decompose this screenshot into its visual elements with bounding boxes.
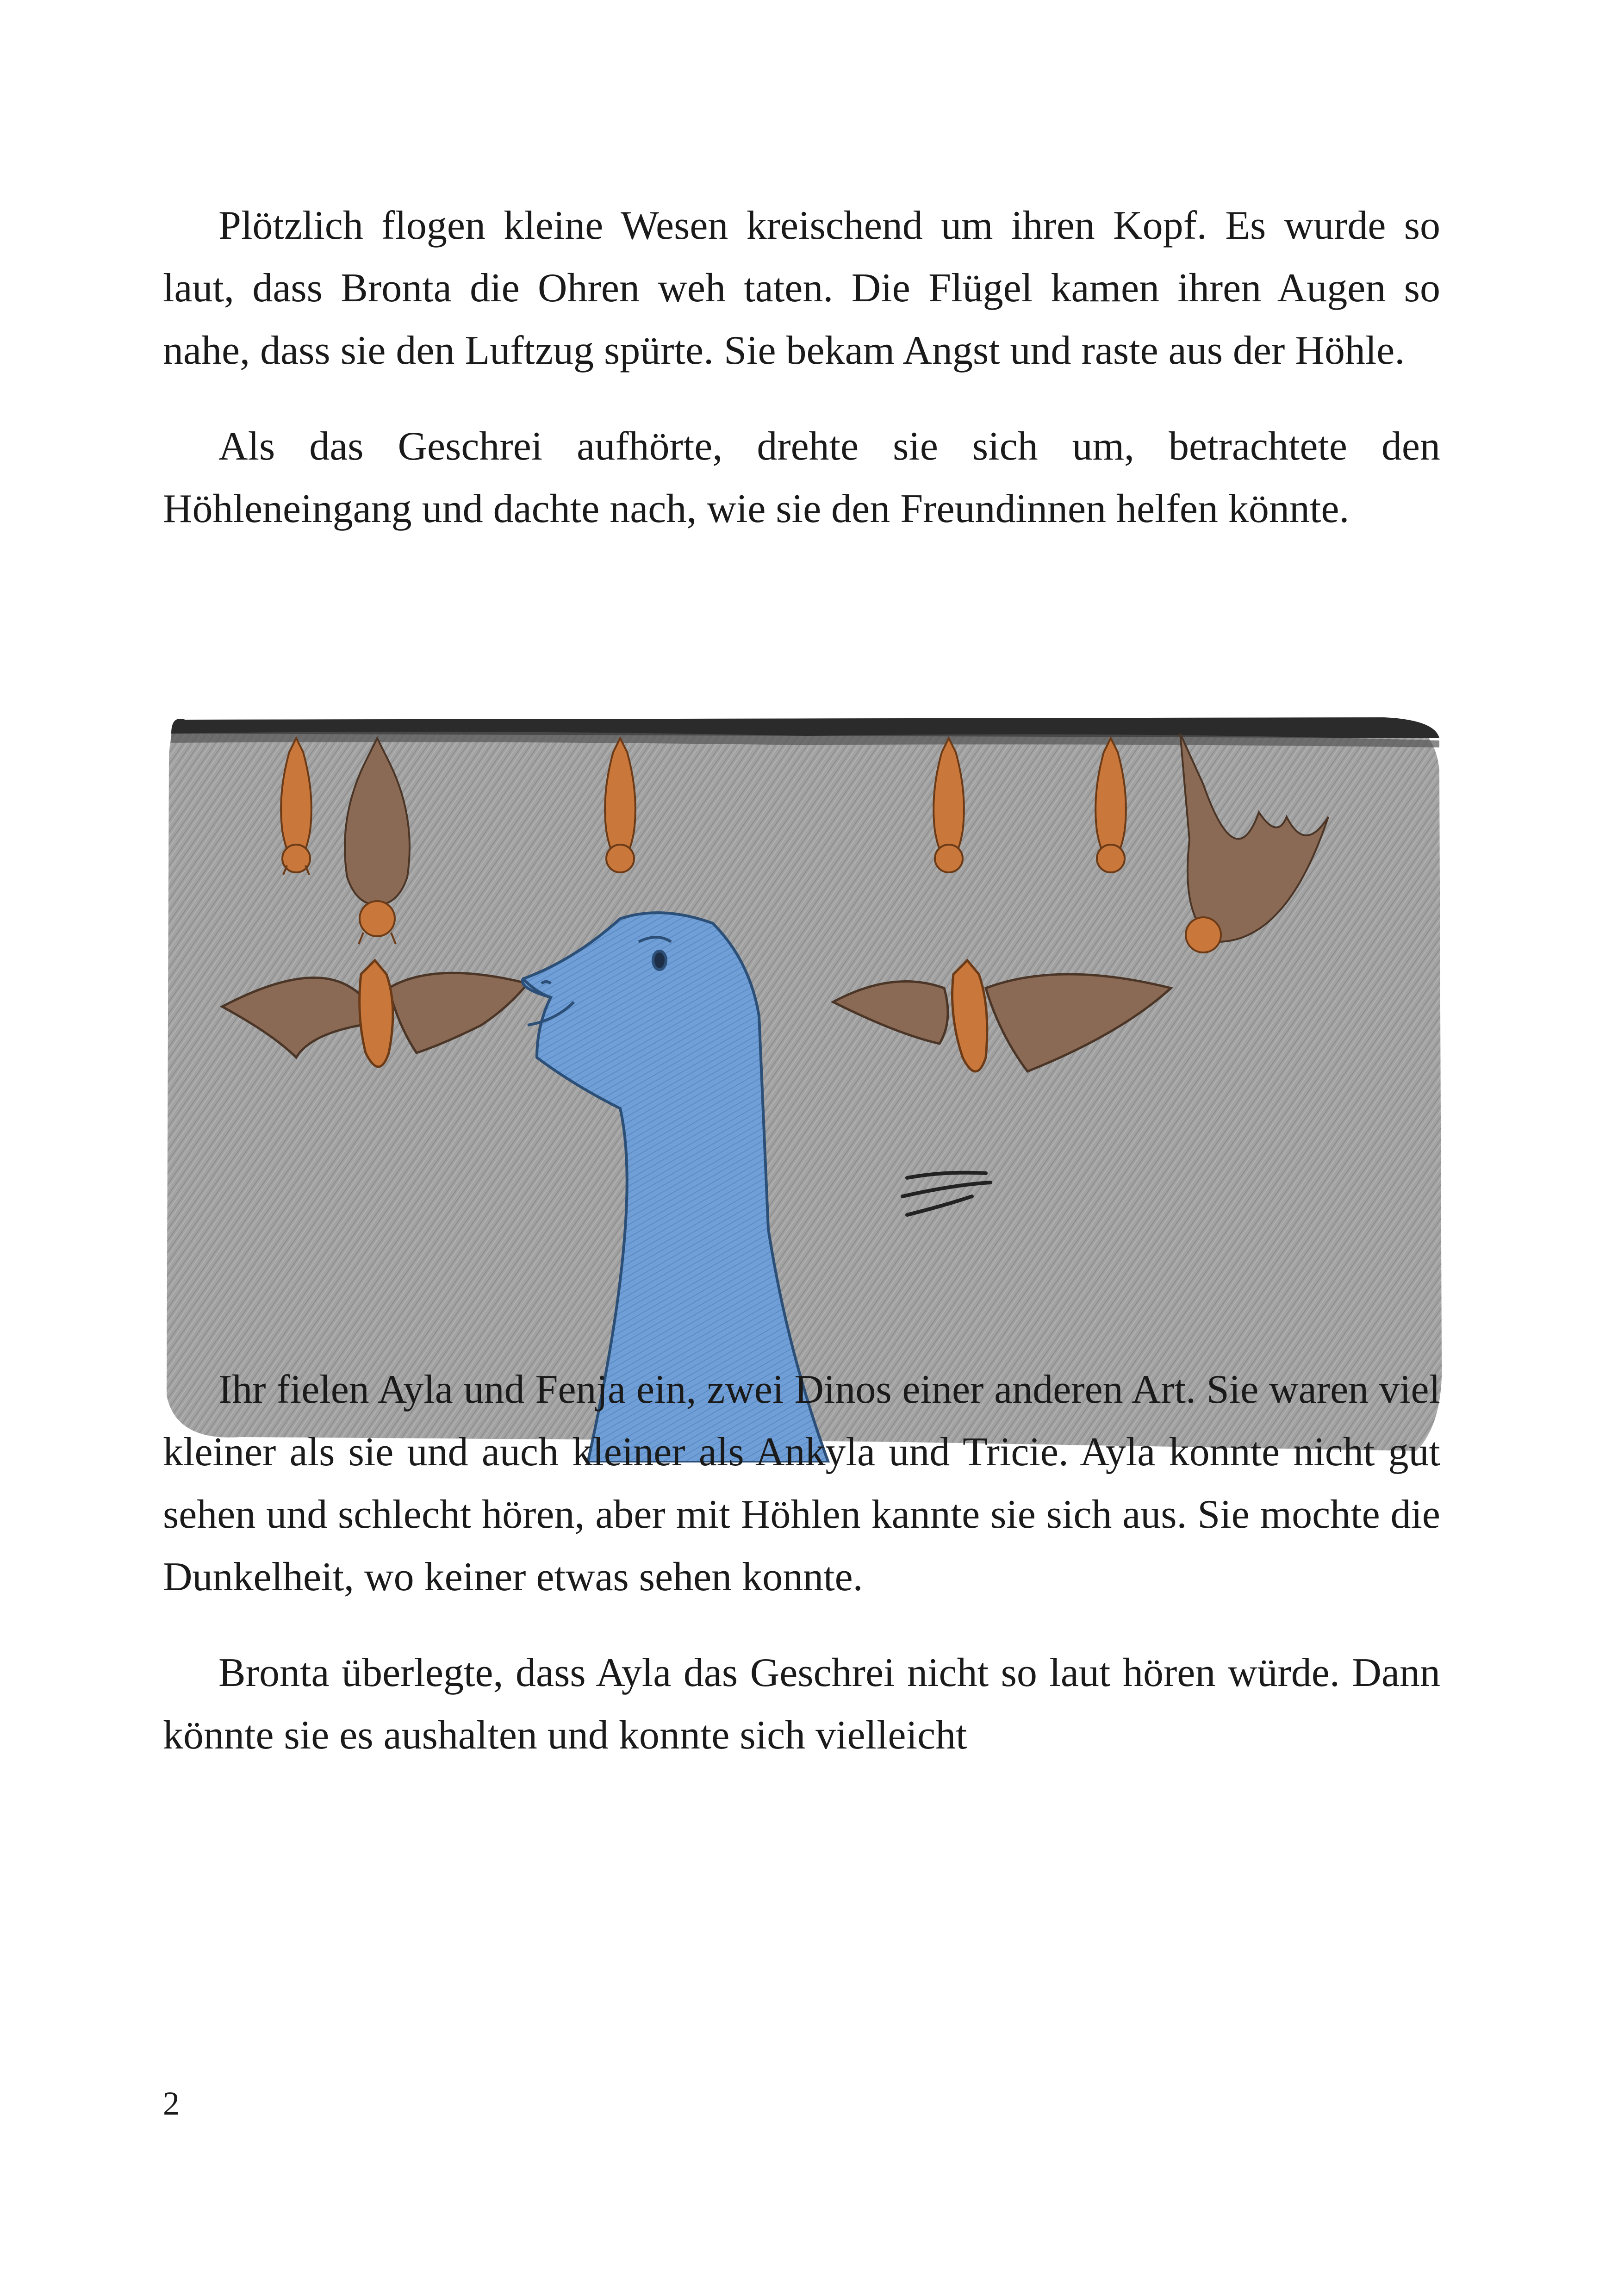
text-block-bottom [163,1358,1440,1767]
cave-bats-illustration [157,701,1449,1462]
text-block-top [163,194,1440,540]
illustration-svg [157,701,1449,1462]
paragraph: Plötzlich flogen kleine Wesen kreischend um ihren Kopf. Es wurde so laut, dass Bronta die Ohren weh taten. Die Flügel kamen ihren Augen so nahe, dass sie den Luftzug spürte. Sie bekam Angst und raste aus der Höhle. [163,203,1440,373]
paragraph: Bronta überlegte, dass Ayla das Geschrei nicht so laut hören würde. Dann könnte sie es aushalten und konnte sich vielleicht [163,1650,1440,1758]
paragraph: Ihr fielen Ayla und Fenja ein, zwei Dinos einer anderen Art. Sie waren viel kleiner als sie und auch kleiner als Ankyla und Tricie. Ayla konnte nicht gut sehen und schlecht hören, aber mit Höhlen kannte sie sich aus. Sie mochte die Dunkelheit, wo keiner etwas sehen konnte. [163,1367,1440,1599]
paragraph: Als das Geschrei aufhörte, drehte sie sich um, betrachtete den Höhleneingang und dachte nach, wie sie den Freundinnen helfen könnte. [163,424,1440,531]
page-number: 2 [163,2085,180,2122]
